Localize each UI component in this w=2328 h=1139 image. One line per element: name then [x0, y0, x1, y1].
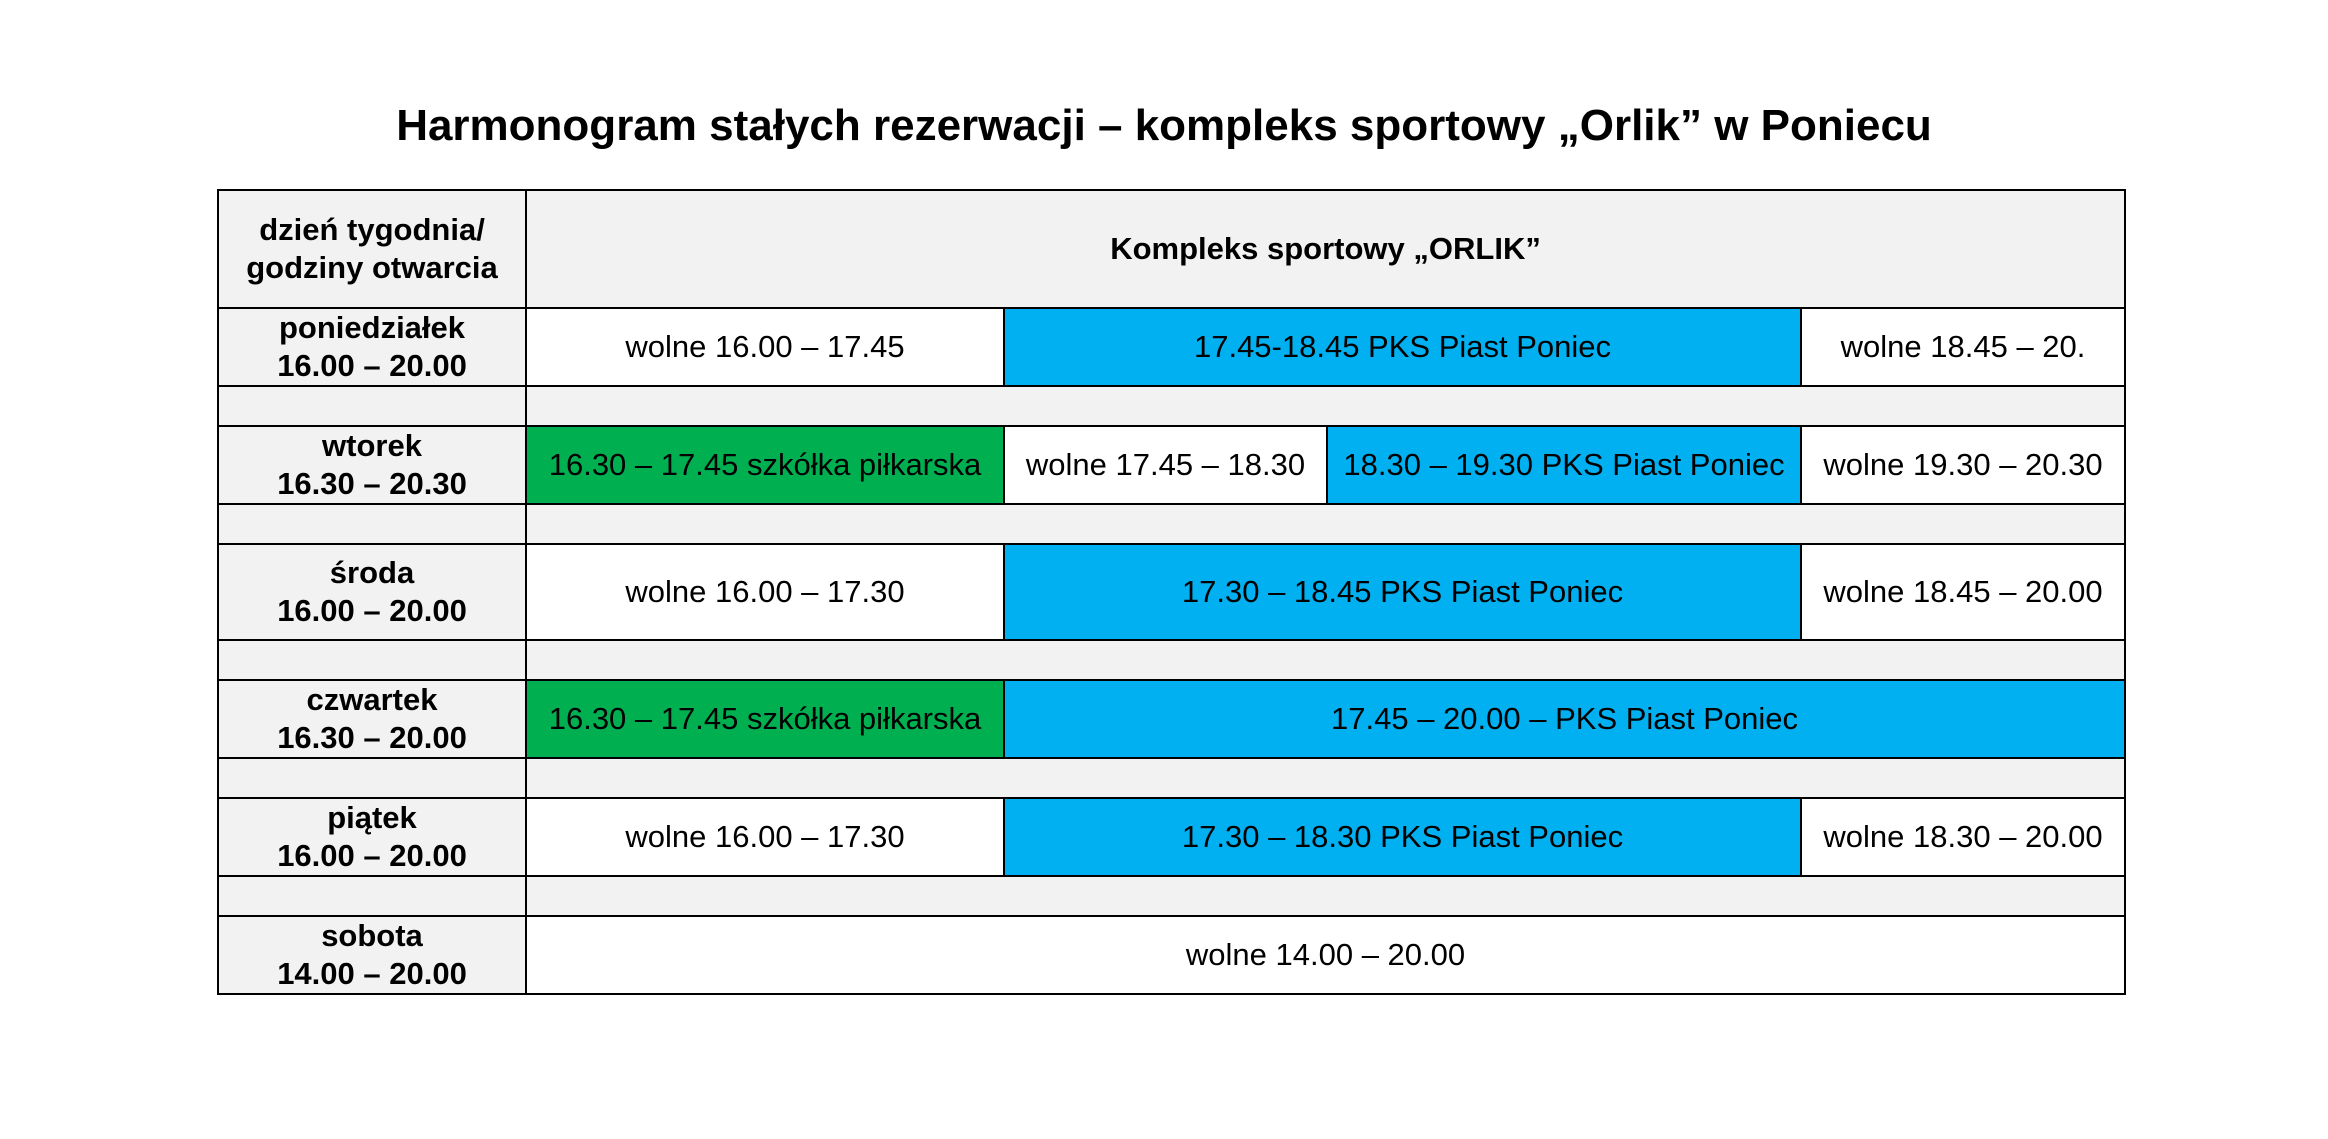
- slot-free: wolne 16.00 – 17.30: [526, 798, 1004, 876]
- day-row-friday: [218, 798, 2125, 876]
- day-header-cell: [218, 190, 526, 308]
- spacer-cell: [526, 640, 2125, 680]
- day-cell: [218, 308, 526, 386]
- day-name: poniedziałek: [278, 310, 466, 345]
- day-row-monday: [218, 308, 2125, 386]
- day-name: sobota: [321, 918, 423, 953]
- slot-free: wolne 16.00 – 17.30: [526, 544, 1004, 640]
- slot-club: 18.30 – 19.30 PKS Piast Poniec: [1327, 426, 1801, 504]
- slot-school: 16.30 – 17.45 szkółka piłkarska: [526, 426, 1004, 504]
- slot-school: 16.30 – 17.45 szkółka piłkarska: [526, 680, 1004, 758]
- day-hours: 16.30 – 20.30: [277, 466, 467, 501]
- spacer-cell: [526, 876, 2125, 916]
- spacer-cell: [526, 758, 2125, 798]
- day-header-line2: godziny otwarcia: [246, 250, 498, 285]
- day-cell: [218, 426, 526, 504]
- day-hours: 14.00 – 20.00: [277, 956, 467, 991]
- day-cell: [218, 544, 526, 640]
- spacer-cell: [218, 504, 526, 544]
- day-name: wtorek: [322, 428, 422, 463]
- day-header-line1: dzień tygodnia/: [259, 212, 485, 247]
- day-row-saturday: [218, 916, 2125, 994]
- day-hours: 16.00 – 20.00: [277, 348, 467, 383]
- day-name: piątek: [327, 800, 417, 835]
- slot-club: 17.45-18.45 PKS Piast Poniec: [1004, 308, 1801, 386]
- slot-club: 17.45 – 20.00 – PKS Piast Poniec: [1004, 680, 2125, 758]
- day-row-tuesday: [218, 426, 2125, 504]
- day-hours: 16.00 – 20.00: [277, 593, 467, 628]
- day-row-thursday: [218, 680, 2125, 758]
- slot-free: wolne 18.45 – 20.: [1801, 308, 2125, 386]
- slot-free: wolne 18.30 – 20.00: [1801, 798, 2125, 876]
- slot-free: wolne 16.00 – 17.45: [526, 308, 1004, 386]
- spacer-cell: [218, 640, 526, 680]
- day-hours: 16.00 – 20.00: [277, 838, 467, 873]
- day-row-wednesday: [218, 544, 2125, 640]
- spacer-row: [218, 758, 2125, 798]
- day-cell: [218, 680, 526, 758]
- slot-free: wolne 18.45 – 20.00: [1801, 544, 2125, 640]
- day-name: środa: [329, 555, 415, 590]
- day-cell: [218, 916, 526, 994]
- slot-club: 17.30 – 18.30 PKS Piast Poniec: [1004, 798, 1801, 876]
- spacer-cell: [526, 504, 2125, 544]
- slot-free: wolne 14.00 – 20.00: [526, 916, 2125, 994]
- header-row: [218, 190, 2125, 308]
- page-title: Harmonogram stałych rezerwacji – kompleks sportowy „Orlik” w Poniecu: [396, 101, 1932, 150]
- spacer-cell: [218, 876, 526, 916]
- spacer-cell: [526, 386, 2125, 426]
- day-hours: 16.30 – 20.00: [277, 720, 467, 755]
- spacer-cell: [218, 758, 526, 798]
- day-cell: [218, 798, 526, 876]
- spacer-row: [218, 876, 2125, 916]
- slot-club: 17.30 – 18.45 PKS Piast Poniec: [1004, 544, 1801, 640]
- spacer-row: [218, 504, 2125, 544]
- slot-free: wolne 19.30 – 20.30: [1801, 426, 2125, 504]
- spacer-row: [218, 640, 2125, 680]
- day-name: czwartek: [306, 682, 438, 717]
- facility-header: Kompleks sportowy „ORLIK”: [526, 190, 2125, 308]
- spacer-cell: [218, 386, 526, 426]
- schedule-table: [217, 189, 2126, 995]
- slot-free: wolne 17.45 – 18.30: [1004, 426, 1327, 504]
- spacer-row: [218, 386, 2125, 426]
